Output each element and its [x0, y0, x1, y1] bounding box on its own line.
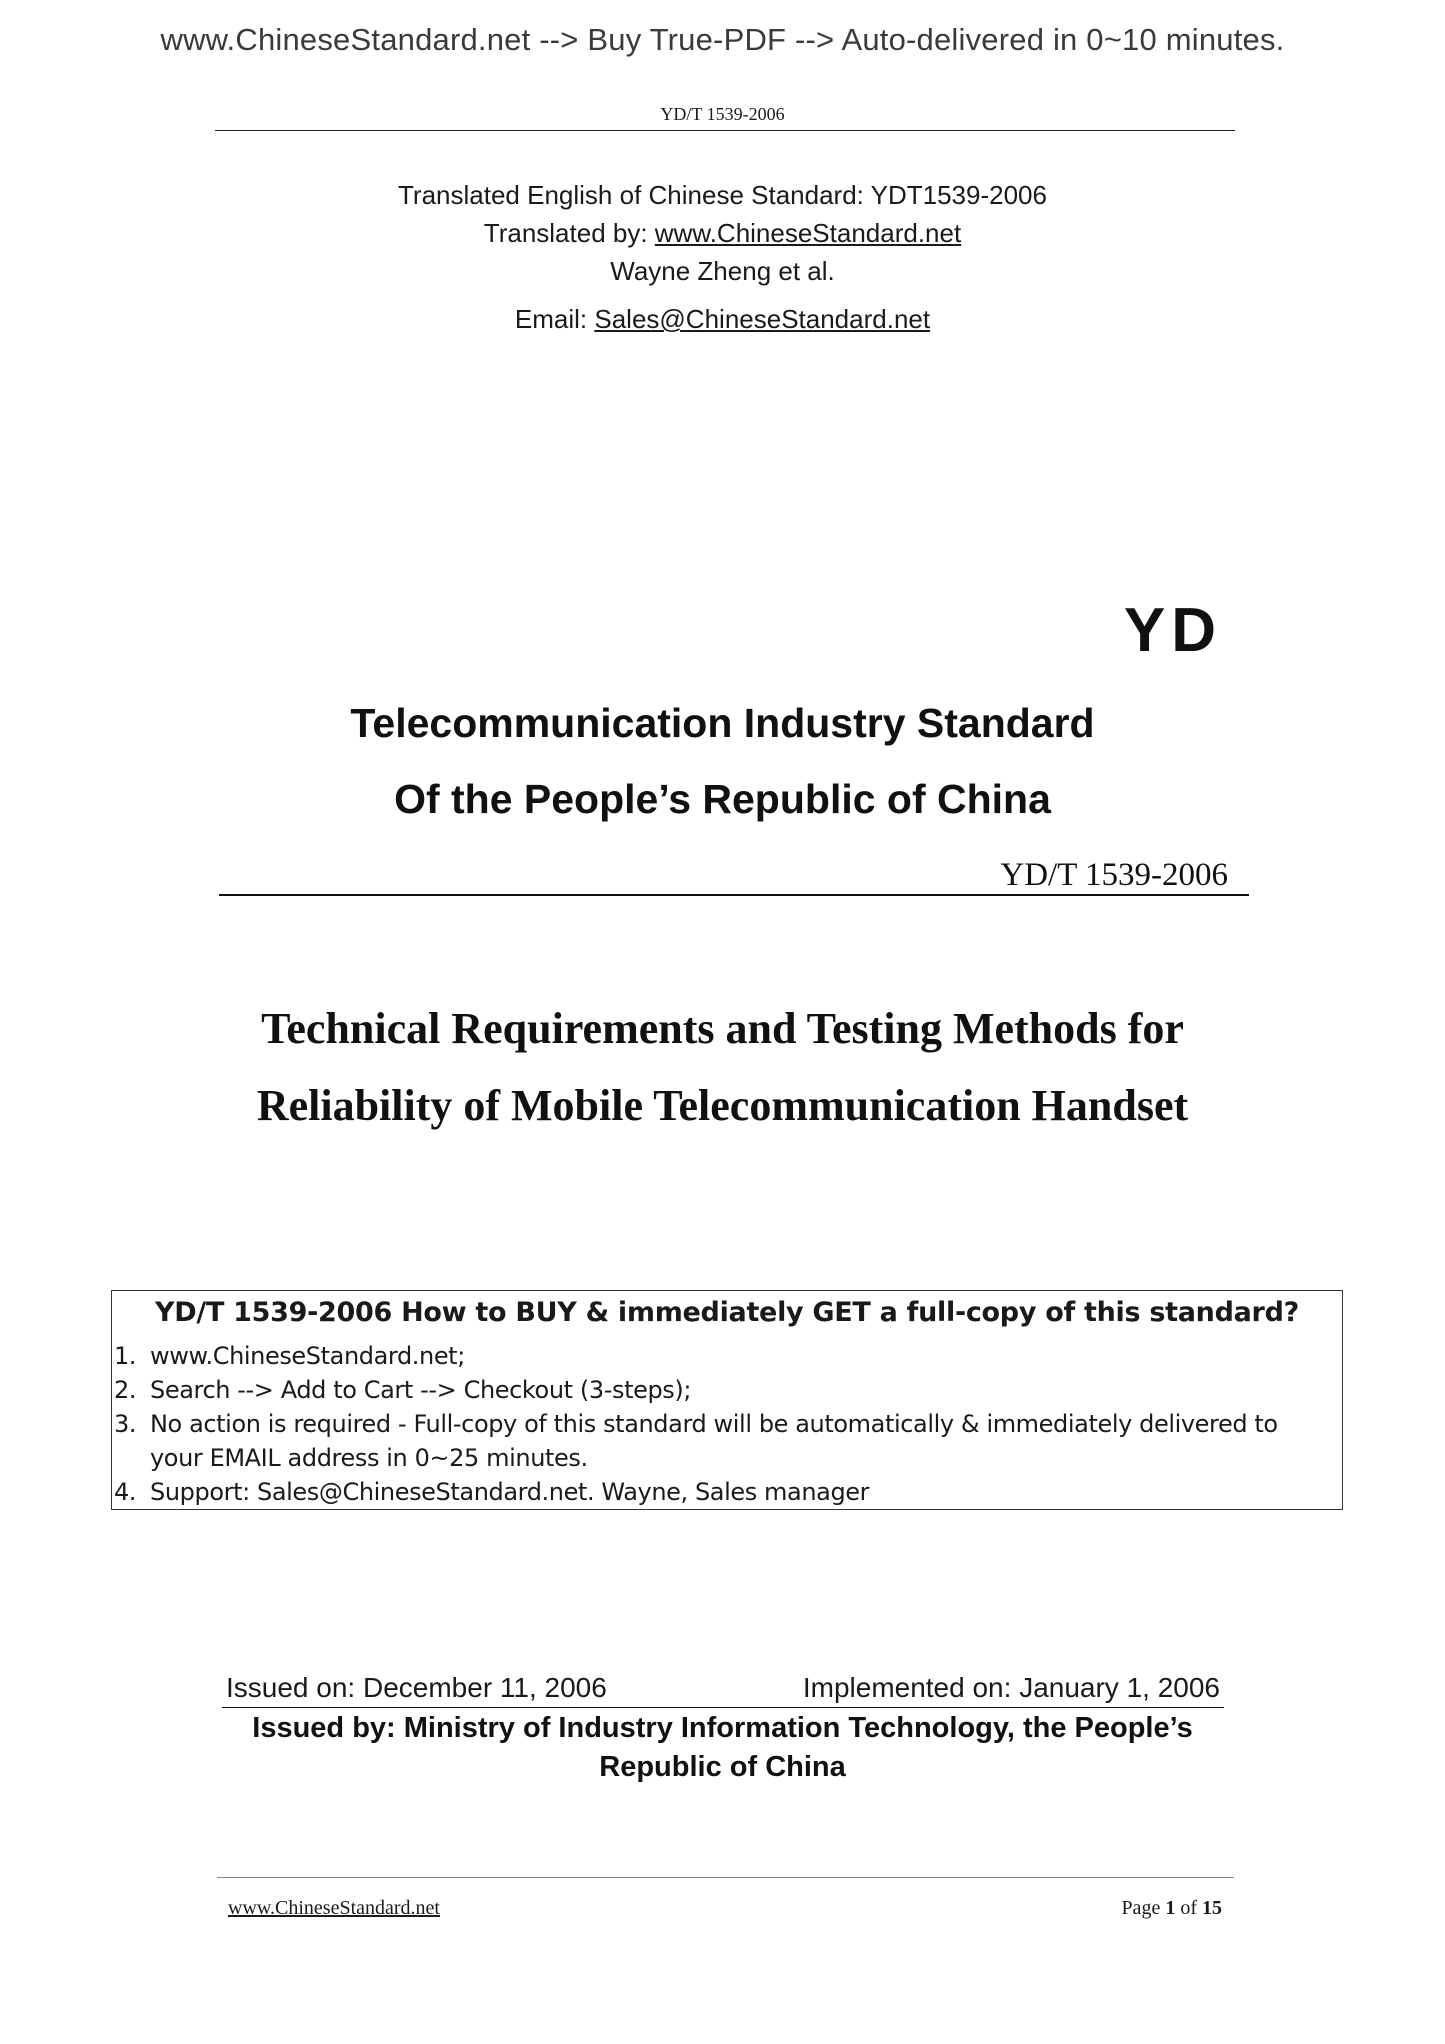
list-item-text: Search --> Add to Cart --> Checkout (3-steps); — [150, 1376, 692, 1404]
list-item-text: No action is required - Full-copy of this standard will be automatically & immediately delivered to your EMAIL address in 0~25 minutes. — [150, 1410, 1278, 1472]
list-item — [114, 1475, 1334, 1509]
standard-code: YD/T 1539-2006 — [1000, 857, 1228, 893]
document-title-line-1: Technical Requirements and Testing Methods for — [261, 1004, 1184, 1053]
list-item — [114, 1373, 1334, 1407]
translator-website-link[interactable]: www.ChineseStandard.net — [654, 218, 962, 248]
page-of-label: of — [1175, 1897, 1202, 1919]
list-item-text: Support: Sales@ChineseStandard.net. Wayne, Sales manager — [150, 1478, 870, 1506]
translated-by-label: Translated by: — [483, 218, 655, 248]
industry-title-line-1: Telecommunication Industry Standard — [350, 700, 1095, 746]
footer-website-link[interactable]: www.ChineseStandard.net — [228, 1897, 440, 1919]
list-item-text: www.ChineseStandard.net; — [150, 1342, 465, 1370]
page-total: 15 — [1202, 1897, 1222, 1919]
list-item-number: 1. — [114, 1342, 137, 1370]
top-banner: www.ChineseStandard.net --> Buy True-PDF --> Auto-delivered in 0~10 minutes. — [160, 22, 1285, 57]
email-link[interactable]: Sales@ChineseStandard.net — [594, 304, 931, 334]
page-label: Page — [1121, 1897, 1166, 1919]
purchase-steps-list — [114, 1339, 1334, 1509]
issued-by-line-1: Issued by: Ministry of Industry Information Technology, the People’s — [252, 1712, 1193, 1744]
translation-standard-line: Translated English of Chinese Standard: YDT1539-2006 — [398, 180, 1047, 210]
translated-by-line — [0, 218, 1445, 249]
page-current: 1 — [1165, 1897, 1176, 1919]
code-divider — [219, 894, 1249, 896]
industry-mark: YD — [1123, 596, 1222, 665]
list-item-number: 2. — [114, 1376, 137, 1404]
issue-divider — [222, 1707, 1224, 1708]
purchase-info-box — [111, 1290, 1343, 1510]
list-item-number: 3. — [114, 1410, 137, 1438]
purchase-heading: YD/T 1539-2006 How to BUY & immediately GET a full-copy of this standard? — [155, 1297, 1299, 1328]
industry-title-line-2: Of the People’s Republic of China — [394, 776, 1051, 822]
email-label: Email: — [514, 304, 595, 334]
issued-on-date: Issued on: December 11, 2006 — [226, 1672, 607, 1703]
footer-divider — [217, 1877, 1234, 1878]
document-title-line-2: Reliability of Mobile Telecommunication Handset — [256, 1081, 1189, 1130]
implemented-on-date: Implemented on: January 1, 2006 — [802, 1672, 1220, 1703]
header-divider — [215, 130, 1235, 131]
issued-by-line-2: Republic of China — [599, 1751, 846, 1783]
page-number — [1121, 1897, 1222, 1920]
list-item — [114, 1407, 1334, 1475]
email-line — [0, 304, 1445, 335]
translator-authors: Wayne Zheng et al. — [610, 256, 835, 286]
list-item-number: 4. — [114, 1478, 137, 1506]
header-standard-code: YD/T 1539-2006 — [660, 104, 785, 124]
list-item — [114, 1339, 1334, 1373]
